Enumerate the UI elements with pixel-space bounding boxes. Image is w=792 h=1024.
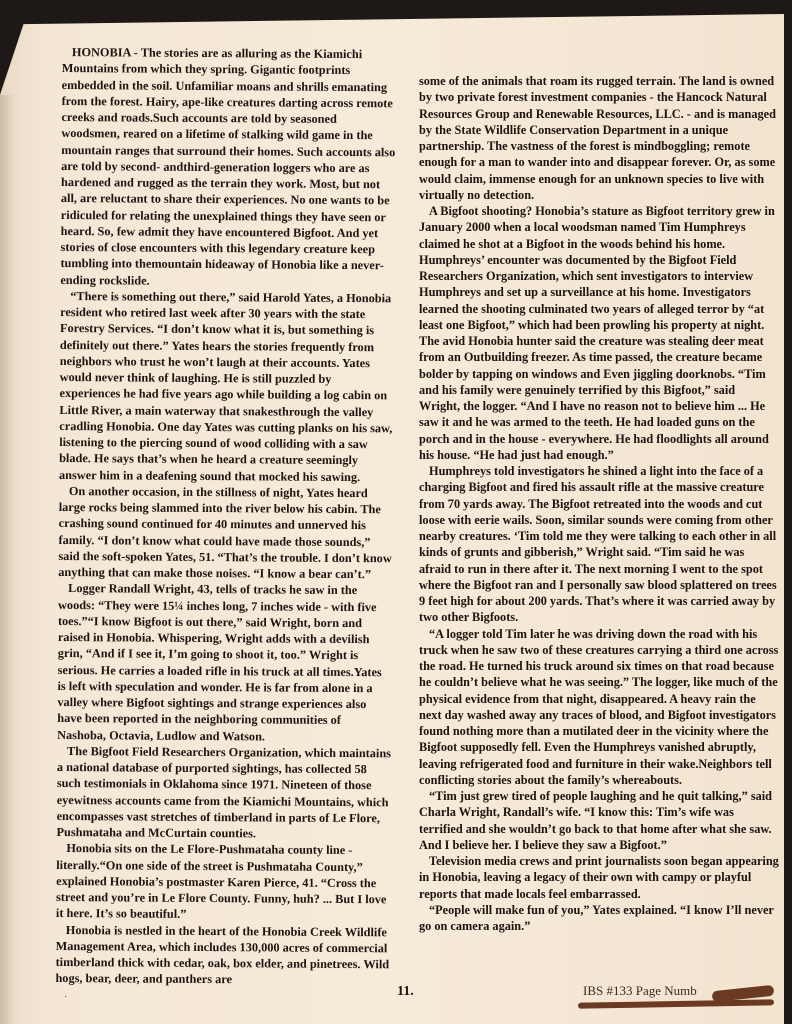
left-column <box>55 44 396 989</box>
paragraph: Television media crews and print journalists soon began appearing in Honobia, leaving a legacy of their own with campy or playful reports that made locals feel embarrassed. <box>419 854 779 901</box>
paragraph: On another occasion, in the stillness of night, Yates heard large rocks being slammed into the river below his cabin. The crashing sound continued for 40 minutes and unnerved his family. “I don’t know what could have made those sounds,” said the soft-spoken Yates, 51. “That’s the trouble. I don’t know anything that can make those noises. “I know a bear can’t.” <box>58 483 392 582</box>
page-stamp: IBS #133 Page Numb <box>583 983 697 998</box>
scan-speck: · <box>64 992 68 1003</box>
page-number: 11. <box>397 984 414 999</box>
paragraph: Logger Randall Wright, 43, tells of tracks he saw in the woods: “They were 15¼ inches long, 7 inches wide - with five toes.”“I know Bigfoot is out there,” said Wright, born and raised in Honobia. Whispering, Wright adds with a devilish grin, “And if I see it, I’m going to shoot it, too.” Wright is serious. He carries a loaded rifle in his truck at all times.Yates is left with speculation and wonder. He is far from alone in a valley where Bigfoot sightings and strange experiences also have been reported in the neighboring communities of Nashoba, Octavia, Ludlow and Watson. <box>57 581 382 743</box>
paragraph: Humphreys told investigators he shined a light into the face of a charging Bigfoot and fired his assault rifle at the massive creature from 70 yards away. The Bigfoot retreated into the woods and cut loose with eerie wails. Soon, similar sounds were coming from other nearby creatures. ‘Tim told me they were talking to each other in all kinds of grunts and gibberish,” Wright said. “Tim said he was afraid to run in there after it. The next morning I went to the spot where the Bigfoot ran and I personally saw blood splattered on trees 9 feet high for about 200 yards. That’s where it was carried away by two other Bigfoots. <box>419 464 777 625</box>
paragraph: Honobia is nestled in the heart of the Honobia Creek Wildlife Management Area, which includes 130,000 acres of commercial timberland thick with cedar, oak, box elder, and pinetrees. Wild hogs, bear, deer, and panthers are <box>55 922 390 987</box>
paragraph: A Bigfoot shooting? Honobia’s stature as Bigfoot territory grew in January 2000 when a local woodsman named Tim Humphreys claimed he shot at a Bigfoot in the woods behind his home. Humphreys’ encounter was documented by the Bigfoot Field Researchers Organization, which sent investigators to interview Humphreys and set up a surveillance at his home. Investigators learned the shooting culminated two years of alleged terror by “at least one Bigfoot,” which had been prowling his property at night. The avid Honobia hunter said the creature was stealing deer meat from an Outbuilding freezer. As time passed, the creature became bolder by tapping on windows and Even jiggling doorknobs. “Tim and his family were genuinely terrified by this Bigfoot,” said Wright, the logger. “And I have no reason not to believe him ... He saw it and he was armed to the teeth. He had loaded guns on the porch and in the house - everywhere. He had floodlights all around his house. “He had just had enough.” <box>419 204 775 462</box>
paragraph: Honobia sits on the Le Flore-Pushmataha county line - literally.“On one side of the street is Pushmataha County,” explained Honobia’s postmaster Karen Pierce, 41. “Cross the street and you’re in Le Flore County. Funny, huh? ... But I love it here. It’s so beautiful.” <box>55 841 387 922</box>
paragraph: “A logger told Tim later he was driving down the road with his truck when he saw two of these creatures carrying a third one across the road. He turned his truck around six times on that road because he couldn’t believe what he was seeing.” The logger, like much of the physical evidence from that night, disappeared. A heavy rain the next day washed away any traces of blood, and Bigfoot investigators found nothing more than a mutilated deer in the vicinity where the Bigfoot supposedly fell. Even the Humphreys vanished abruptly, leaving refrigerated food and furniture in their wake.Neighbors tell conflicting stories about the family’s whereabouts. <box>419 626 779 787</box>
paragraph: HONOBIA - The stories are as alluring as the Kiamichi Mountains from which they spring. Gigantic footprints embedded in the soil. Unfamiliar moans and shrills emanating from the forest. Hairy, ape-like creatures darting across remote creeks and roads.Such accounts are told by seasoned woodsmen, reared on a lifetime of stalking wild game in the mountain ranges that surround their homes. Such accounts also are told by second- andthird-generation loggers who are as hardened and rugged as the terrain they work. Most, but not all, are reluctant to share their experiences. No one wants to be ridiculed for relating the unexplained things they have seen or heard. So, few admit they have encountered Bigfoot. And yet stories of close encounters with this legendary creature keep tumbling into themountain hideaway of Honobia like a never-ending rockslide. <box>60 45 396 288</box>
paragraph: “There is something out there,” said Harold Yates, a Honobia resident who retired last week after 30 years with the state Forestry Services. “I don’t know what it is, but something is definitely out there.” Yates hears the stories frequently from neighbors who trust he won’t laugh at their accounts. Yates would never think of laughing. He is still puzzled by experiences he had five years ago while building a log cabin on Little River, a main waterway that snakesthrough the valley cradling Honobia. One day Yates was cutting planks on his saw, listening to the piercing sound of wood colliding with a saw blade. He says that’s when he heard a creature seemingly answer him in a deafening sound that mocked his sawing. <box>58 288 393 484</box>
paragraph: “Tim just grew tired of people laughing and he quit talking,” said Charla Wright, Randall’s wife. “I know this: Tim’s wife was terrified and she wouldn’t go back to that home after what she saw. And I believe her. I believe they saw a Bigfoot.” <box>419 789 773 852</box>
right-column <box>419 73 779 934</box>
paragraph: “People will make fun of you,” Yates explained. “I know I’ll never go on camera again.” <box>419 902 774 933</box>
paragraph: some of the animals that roam its rugged terrain. The land is owned by two private forest investment companies - the Hancock Natural Resources Group and Renewable Resources, LLC. - and is managed by the State Wildlife Conservation Department in a unique partnership. The vastness of the forest is mindboggling; remote enough for a man to wander into and disappear forever. Or, as some would claim, immense enough for an unknown species to live with virtually no detection. <box>419 74 776 202</box>
page-fold-shadow <box>0 95 14 1024</box>
paragraph: The Bigfoot Field Researchers Organization, which maintains a national database of purported sightings, has collected 58 such testimonials in Oklahoma since 1971. Nineteen of those eyewitness accounts came from the Kiamichi Mountains, which encompasses vast stretches of timberland in parts of Le Flore, Pushmataha and McCurtain counties. <box>56 743 392 841</box>
